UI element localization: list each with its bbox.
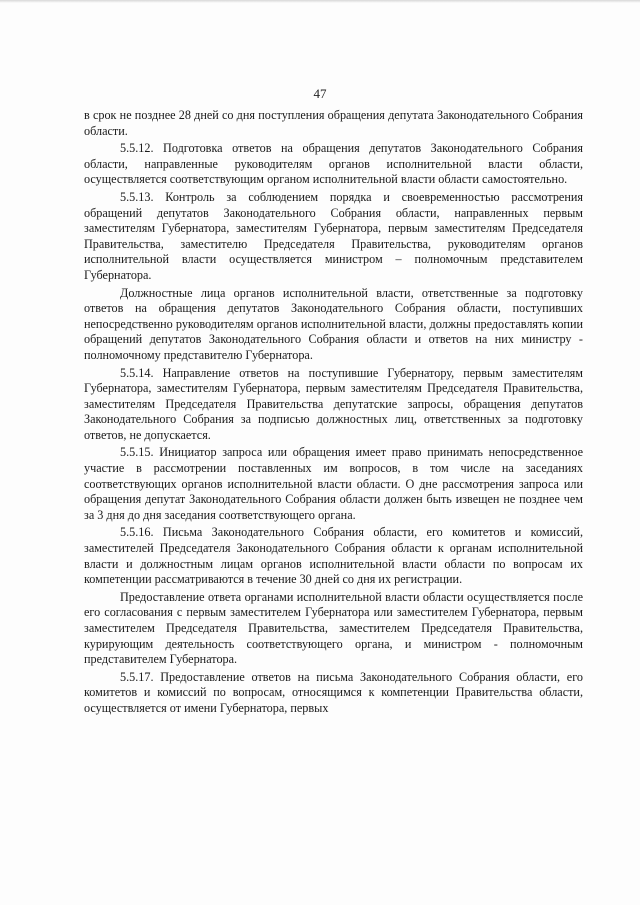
paragraph-5-5-13: 5.5.13. Контроль за соблюдением порядка и своевременностью рассмотрения обращений депутатов Законодательного Собрания области, направленных первым заместителям Губернатора, заместителям Губернатора, первым заместителям Председателя Правительства, заместителю Председателя Правительства, руководителям органов исполнительной власти осуществляется министром – полномочным представителем Губернатора. [84, 189, 583, 282]
paragraph-continuation: в срок не позднее 28 дней со дня поступления обращения депутата Законодательного Собрания области. [84, 108, 583, 138]
paragraph-5-5-12: 5.5.12. Подготовка ответов на обращения депутатов Законодательного Собрания области, направленные руководителям органов исполнительной власти области, осуществляется соответствующим органом исполнительной власти области самостоятельно. [84, 141, 583, 187]
document-body [84, 108, 583, 719]
paragraph-5-5-15: 5.5.15. Инициатор запроса или обращения имеет право принимать непосредственное участие в рассмотрении поставленных им вопросов, в том числе на заседаниях соответствующих органов исполнительной власти области. О дне рассмотрения запроса или обращения депутат Законодательного Собрания области должен быть извещен не позднее чем за 3 дня до дня заседания соответствующего органа. [84, 445, 583, 522]
paragraph-answer-approval: Предоставление ответа органами исполнительной власти области осуществляется после его согласования с первым заместителем Губернатора или заместителем Губернатора, первым заместителем Председателя Правительства, заместителем Председателя Правительства, курирующим деятельность соответствующего органа, и министром - полномочным представителем Губернатора. [84, 589, 583, 667]
paragraph-5-5-16: 5.5.16. Письма Законодательного Собрания области, его комитетов и комиссий, заместителей Председателя Законодательного Собрания области к органам исполнительной власти и должностным лицам органов исполнительной власти области по вопросам их компетенции рассматриваются в течение 30 дней со дня их регистрации. [84, 525, 583, 587]
paragraph-5-5-14: 5.5.14. Направление ответов на поступившие Губернатору, первым заместителям Губернатора, заместителям Губернатора, первым заместителям Председателя Правительства, заместителям Председателя Правительства депутатские запросы, обращения депутатов Законодательного Собрания за подписью должностных лиц, ответственных за подготовку ответов, не допускается. [84, 365, 583, 442]
page-number: 47 [313, 86, 327, 101]
paragraph-5-5-17: 5.5.17. Предоставление ответов на письма Законодательного Собрания области, его комитетов и комиссий по вопросам, относящимся к компетенции Правительства области, осуществляется от имени Губернатора, первых [84, 669, 583, 715]
paragraph-officials: Должностные лица органов исполнительной власти, ответственные за подготовку ответов на обращения депутатов Законодательного Собрания области, поступивших непосредственно руководителям органов исполнительной власти, должны предоставлять копии обращений депутатов Законодательного Собрания области и ответов на них министру - полномочному представителю Губернатора. [84, 285, 583, 362]
scan-edge [0, 0, 640, 3]
